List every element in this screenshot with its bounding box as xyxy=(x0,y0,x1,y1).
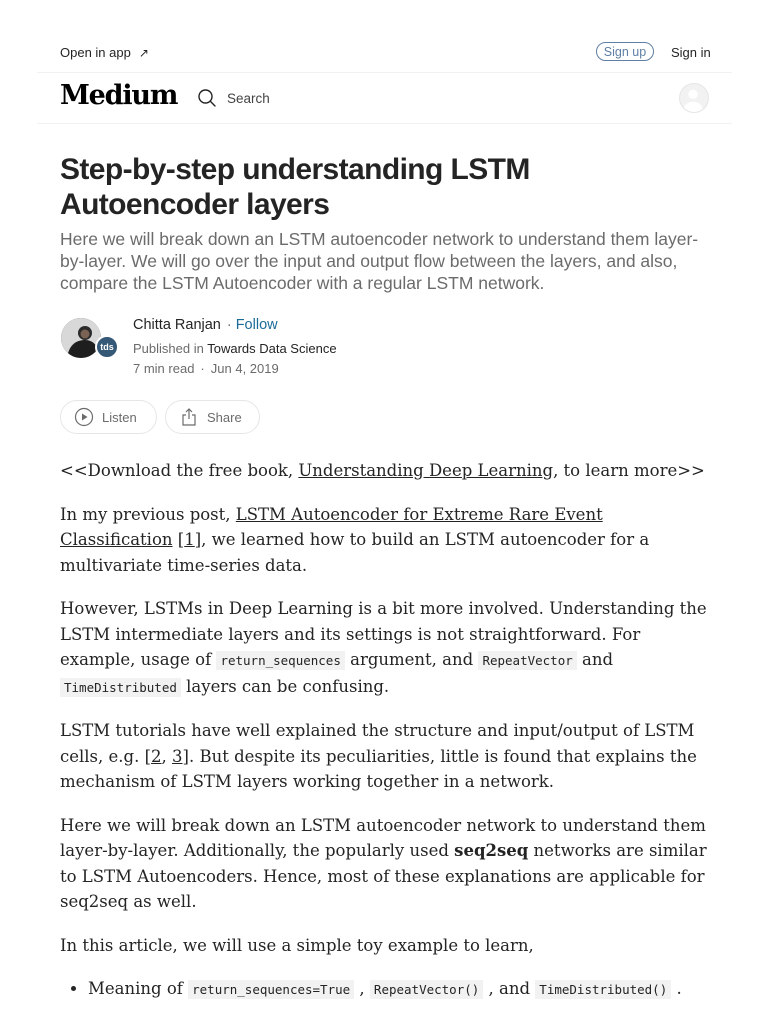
user-avatar-icon[interactable] xyxy=(679,83,709,113)
text: Here we will break down an LSTM autoencoder network to understand them layer-by-layer. Additionally, the popularly used xyxy=(60,815,706,860)
separator-dot: · xyxy=(200,361,205,376)
publication-badge[interactable]: tds xyxy=(95,335,119,359)
text: networks are similar to LSTM Autoencoders. Hence, most of these explanations are applicable for seq2seq as well. xyxy=(60,841,707,911)
reference-link-3[interactable]: 3 xyxy=(172,746,183,766)
publication-name[interactable]: Towards Data Science xyxy=(207,341,337,356)
separator-dot: · xyxy=(226,317,232,333)
share-label: Share xyxy=(207,409,242,425)
text: [ xyxy=(172,530,185,549)
inline-code: RepeatVector xyxy=(478,651,576,670)
article-body xyxy=(60,458,710,1003)
open-in-app-label: Open in app xyxy=(60,45,131,60)
author-avatar[interactable] xyxy=(61,318,101,358)
open-in-app-link[interactable] xyxy=(60,45,149,60)
read-time: 7 min read xyxy=(133,361,195,376)
author-name[interactable]: Chitta Ranjan xyxy=(133,317,221,333)
text: ], we learned how to build an LSTM autoencoder for a multivariate time-series data. xyxy=(60,530,650,575)
sign-up-button[interactable]: Sign up xyxy=(596,42,654,61)
inline-code: TimeDistributed xyxy=(60,678,181,697)
text: . xyxy=(671,979,682,998)
listen-label: Listen xyxy=(102,409,137,425)
previous-post-link[interactable]: LSTM Autoencoder for Extreme Rare Event Classification xyxy=(60,504,603,549)
sign-in-link[interactable]: Sign in xyxy=(671,45,711,60)
text: ]. But despite its peculiarities, little is found that explains the mechanism of LSTM layers working together in a network. xyxy=(60,746,697,791)
paragraph-toy-example: In this article, we will use a simple toy example to learn, xyxy=(60,935,534,955)
text: and xyxy=(576,650,614,669)
nav-bar xyxy=(37,73,732,124)
paragraph-download xyxy=(60,458,710,484)
publish-date: Jun 4, 2019 xyxy=(210,361,279,376)
share-icon xyxy=(179,407,199,427)
inline-code: return_sequences xyxy=(216,651,344,670)
paragraph-tutorials xyxy=(60,718,710,795)
publication-line xyxy=(133,341,337,356)
paragraph-lstm-involved xyxy=(60,596,710,700)
inline-code: TimeDistributed() xyxy=(535,980,671,999)
inline-code: return_sequences=True xyxy=(188,980,354,999)
topic-list xyxy=(60,976,710,1003)
text: argument, and xyxy=(344,650,479,669)
arrow-up-right-icon: ↗ xyxy=(138,46,149,60)
text: In my previous post, xyxy=(60,504,236,524)
author-line xyxy=(133,317,278,333)
text: , to learn more>> xyxy=(553,461,705,480)
text: , xyxy=(161,746,173,766)
article-subtitle: Here we will break down an LSTM autoencoder network to understand them layer-by-layer. We will go over the input and output flow between the layers, and also, compare the LSTM Autoencoder with a regular LSTM network. xyxy=(60,229,699,293)
medium-logo[interactable]: Medium xyxy=(60,80,178,111)
list-item xyxy=(88,976,710,1003)
paragraph-previous-post xyxy=(60,502,710,579)
text: LSTM tutorials have well explained the structure and input/output of LSTM cells, e.g. [ xyxy=(60,721,695,766)
article-meta xyxy=(133,361,279,376)
search-icon[interactable] xyxy=(197,88,217,108)
follow-button[interactable]: Follow xyxy=(235,317,278,333)
book-link[interactable]: Understanding Deep Learning xyxy=(298,461,554,480)
published-in-label: Published in xyxy=(133,341,204,356)
share-button[interactable] xyxy=(165,400,260,434)
search-input[interactable] xyxy=(227,87,427,109)
listen-button[interactable] xyxy=(60,400,157,434)
top-bar xyxy=(37,36,732,73)
reference-link-2[interactable]: 2 xyxy=(151,746,162,766)
text: <<Download the free book, xyxy=(60,461,299,480)
text: , xyxy=(354,979,370,998)
text: , and xyxy=(483,979,536,998)
text: layers can be confusing. xyxy=(180,676,390,696)
text: However, LSTMs in Deep Learning is a bit more involved. Understanding the LSTM intermediate layers and its settings is not straightforward. For example, usage of xyxy=(60,599,707,669)
text: Meaning of xyxy=(88,979,189,998)
bold-text: seq2seq xyxy=(454,841,529,860)
article-title: Step-by-step understanding LSTM Autoencoder layers xyxy=(60,153,530,221)
inline-code: RepeatVector() xyxy=(370,980,483,999)
play-icon xyxy=(74,407,94,427)
reference-link-1[interactable]: 1 xyxy=(184,530,195,549)
paragraph-break-down xyxy=(60,813,710,915)
